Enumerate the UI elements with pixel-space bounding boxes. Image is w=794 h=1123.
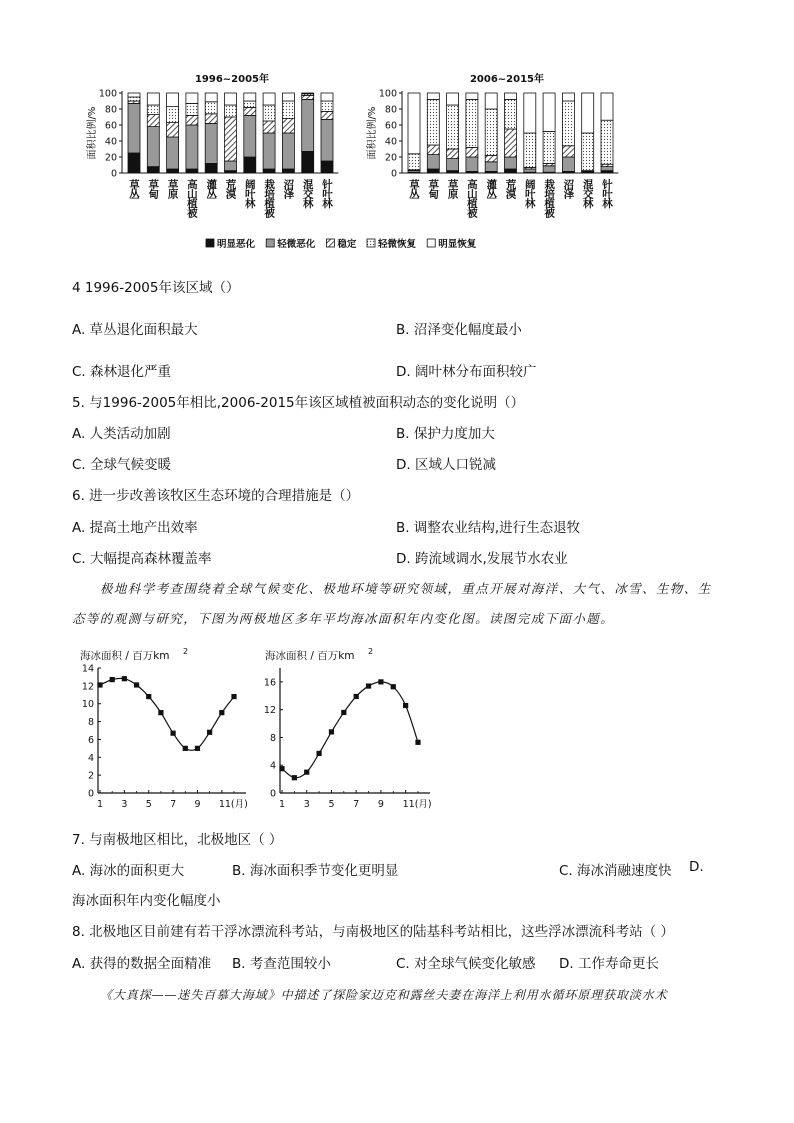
category-label: 荒漠 <box>224 179 237 198</box>
bar-segment <box>147 93 159 105</box>
bar-segment <box>321 101 333 111</box>
y-tick-label: 0 <box>390 168 397 180</box>
question-8-stem: 8. 北极地区目前建有若干浮冰漂流科考站，与南极地区的陆基科考站相比，这些浮冰漂流科考站（ ） <box>72 924 674 940</box>
category-label: 高山植被 <box>465 179 478 217</box>
data-point <box>354 694 359 699</box>
x-tick-label: 11(月) <box>218 799 248 810</box>
data-point <box>195 746 200 751</box>
y-tick-label: 10 <box>81 699 94 711</box>
bar-segment <box>485 162 497 172</box>
bar-segment <box>427 155 439 169</box>
data-point <box>219 710 224 715</box>
bar-segment <box>321 119 333 161</box>
bar-segment <box>263 93 275 105</box>
bar-segment <box>205 102 217 114</box>
category-label: 草甸 <box>427 179 440 198</box>
legend-swatch <box>206 239 214 247</box>
bar-segment <box>582 133 594 171</box>
chart-title: 2006~2015年 <box>469 74 545 85</box>
y-axis-label: 海冰面积 / 百万km <box>80 650 170 662</box>
data-point <box>158 710 163 715</box>
category-label: 混交林 <box>581 179 594 208</box>
y-tick-label: 16 <box>263 677 276 689</box>
y-tick-label: 14 <box>81 663 94 675</box>
bar-segment <box>186 103 198 115</box>
vegetation-chart-2006-2015 <box>365 72 618 219</box>
bar-segment <box>543 166 555 172</box>
x-tick-label: 7 <box>353 799 360 810</box>
legend-label: 明显恶化 <box>217 239 256 250</box>
data-point <box>391 684 396 689</box>
bar-segment <box>562 157 574 171</box>
category-label: 栽培植被 <box>543 179 556 217</box>
bar-segment <box>282 93 294 101</box>
data-point <box>231 694 236 699</box>
vegetation-chart-1996-2005 <box>85 72 338 219</box>
bar-segment <box>447 159 459 171</box>
category-label: 阔叶林 <box>243 179 256 208</box>
category-label: 灌丛 <box>205 179 218 198</box>
y-tick-label: 4 <box>87 752 94 764</box>
data-point <box>134 682 139 687</box>
bar-segment <box>485 155 497 161</box>
legend-swatch <box>427 239 435 247</box>
x-tick-label: 7 <box>170 799 177 810</box>
y-tick-label: 0 <box>87 788 94 800</box>
y-tick-label: 80 <box>104 104 117 116</box>
y-tick-label: 8 <box>87 717 94 729</box>
category-label: 混交林 <box>301 179 314 208</box>
bar-segment <box>167 93 179 107</box>
data-point <box>341 710 346 715</box>
bar-segment <box>263 121 275 133</box>
x-tick-label: 3 <box>303 799 310 810</box>
bar-segment <box>225 161 237 171</box>
question-4-option-a[interactable]: A. 草丛退化面积最大 <box>72 322 198 338</box>
category-label: 沼泽 <box>562 179 575 198</box>
data-point <box>279 766 284 771</box>
bottom-intro-line: 《大真探——迷失百慕大海域》中描述了探险家迈克和露丝夫妻在海洋上利用水循环原理获取淡水术 <box>100 988 668 1002</box>
question-7-option-d-text[interactable]: 海冰面积年内变化幅度小 <box>72 893 221 909</box>
legend-label: 轻微恢复 <box>378 239 417 250</box>
bar-segment <box>447 149 459 159</box>
question-4-option-c[interactable]: C. 森林退化严重 <box>72 364 172 380</box>
data-point <box>316 751 321 756</box>
bar-segment <box>167 169 179 173</box>
data-point <box>122 676 127 681</box>
bar-segment <box>302 151 314 173</box>
y-tick-label: 80 <box>384 104 397 116</box>
bar-segment <box>128 153 140 173</box>
x-tick-label: 11(月) <box>402 799 432 810</box>
y-tick-label: 20 <box>384 152 397 164</box>
y-tick-label: 6 <box>87 734 94 746</box>
bar-segment <box>485 93 497 109</box>
category-label: 草原 <box>446 179 459 198</box>
bar-segment <box>543 131 555 163</box>
question-7-option-b[interactable]: B. 海冰面积季节变化更明显 <box>232 863 399 879</box>
bar-segment <box>505 169 517 173</box>
bar-segment <box>302 95 314 99</box>
bar-segment <box>282 169 294 173</box>
y-tick-label: 100 <box>98 88 117 100</box>
y-tick-label: 12 <box>263 705 276 717</box>
y-tick-label: 8 <box>269 732 276 744</box>
bar-segment <box>186 125 198 169</box>
bar-segment <box>466 93 478 99</box>
question-5-option-b[interactable]: B. 保护力度加大 <box>396 426 495 442</box>
x-tick-label: 5 <box>328 799 335 810</box>
bar-segment <box>302 93 314 94</box>
x-tick-label: 9 <box>194 799 201 810</box>
sea-ice-chart-south <box>80 647 248 810</box>
bar-segment <box>466 147 478 157</box>
question-7-option-c[interactable]: C. 海冰消融速度快 <box>559 863 672 879</box>
chart-title: 1996~2005年 <box>194 74 270 85</box>
bar-segment <box>601 167 613 171</box>
question-5-option-c[interactable]: C. 全球气候变暖 <box>72 457 172 473</box>
data-point <box>146 694 151 699</box>
question-5-stem: 5. 与1996-2005年相比,2006-2015年该区域植被面积动态的变化说明（） <box>72 395 525 411</box>
x-tick-label: 5 <box>145 799 152 810</box>
y-tick-label: 4 <box>269 760 276 772</box>
y-axis-label-superscript: 2 <box>183 647 189 656</box>
bar-segment <box>167 137 179 169</box>
legend-swatch <box>326 239 334 247</box>
category-label: 灌丛 <box>485 179 498 198</box>
category-label: 沼泽 <box>282 179 295 198</box>
bar-segment <box>601 93 613 120</box>
bar-segment <box>505 157 517 169</box>
question-8-option-b[interactable]: B. 考查范围较小 <box>232 956 331 972</box>
question-6-option-b[interactable]: B. 调整农业结构,进行生态退牧 <box>396 520 581 536</box>
bar-segment <box>186 115 198 125</box>
bar-segment <box>147 127 159 167</box>
bar-segment <box>321 111 333 119</box>
data-point <box>366 683 371 688</box>
bar-segment <box>427 169 439 173</box>
data-point <box>110 677 115 682</box>
question-4-stem: 4 1996-2005年该区域（） <box>72 280 240 296</box>
y-tick-label: 2 <box>87 770 94 782</box>
question-7-option-a[interactable]: A. 海冰的面积更大 <box>72 863 185 879</box>
vegetation-charts <box>0 60 794 260</box>
category-label: 草原 <box>166 179 179 198</box>
data-point <box>97 682 102 687</box>
data-point <box>403 703 408 708</box>
bar-segment <box>244 157 256 173</box>
bar-segment <box>408 154 420 170</box>
data-point <box>207 730 212 735</box>
question-6-option-a[interactable]: A. 提高土地产出效率 <box>72 520 198 536</box>
y-tick-label: 40 <box>104 136 117 148</box>
data-point <box>304 770 309 775</box>
question-6-option-d[interactable]: D. 跨流域调水,发展节水农业 <box>396 551 568 567</box>
bar-segment <box>186 93 198 103</box>
y-axis-label-superscript: 2 <box>368 647 374 656</box>
bar-segment <box>427 93 439 99</box>
bar-segment <box>321 93 333 101</box>
category-label: 高山植被 <box>185 179 198 217</box>
y-tick-label: 60 <box>104 120 117 132</box>
bar-segment <box>205 163 217 173</box>
bar-segment <box>147 115 159 127</box>
question-8-option-a[interactable]: A. 获得的数据全面精准 <box>72 956 212 972</box>
bar-segment <box>263 169 275 173</box>
y-tick-label: 12 <box>81 681 94 693</box>
question-4-option-d[interactable]: D. 阔叶林分布面积较广 <box>396 364 537 380</box>
category-label: 针叶林 <box>601 179 613 208</box>
legend-label: 轻微恶化 <box>277 239 316 250</box>
bar-segment <box>505 93 517 99</box>
bar-segment <box>447 93 459 105</box>
bar-segment <box>263 133 275 169</box>
sea-ice-charts <box>60 640 480 820</box>
bar-segment <box>524 93 536 133</box>
intro-line-2: 态等的观测与研究，下图为两极地区多年平均海冰面积年内变化图。读图完成下面小题。 <box>72 611 615 626</box>
y-tick-label: 100 <box>378 88 397 100</box>
bar-segment <box>282 119 294 133</box>
bar-segment <box>205 123 217 163</box>
bar-segment <box>562 93 574 101</box>
bar-segment <box>505 129 517 157</box>
y-tick-label: 40 <box>384 136 397 148</box>
bar-segment <box>244 115 256 157</box>
bar-segment <box>524 133 536 167</box>
question-4-option-b[interactable]: B. 沼泽变化幅度最小 <box>396 322 522 338</box>
bar-segment <box>128 93 140 97</box>
bar-segment <box>562 146 574 157</box>
data-point <box>329 729 334 734</box>
bar-segment <box>524 169 536 172</box>
bar-segment <box>447 105 459 149</box>
bar-segment <box>302 99 314 151</box>
y-tick-label: 20 <box>104 152 117 164</box>
bar-segment <box>427 99 439 145</box>
legend-label: 明显恢复 <box>438 239 477 250</box>
bar-segment <box>225 117 237 161</box>
category-label: 针叶林 <box>321 179 333 208</box>
sea-ice-chart-north <box>264 647 432 810</box>
bar-segment <box>505 99 517 129</box>
bar-segment <box>321 161 333 173</box>
bar-segment <box>244 93 256 101</box>
bar-segment <box>244 101 256 107</box>
bar-segment <box>263 105 275 121</box>
bar-segment <box>167 123 179 137</box>
bar-segment <box>408 93 420 154</box>
question-8-option-d[interactable]: D. 工作寿命更长 <box>559 956 659 972</box>
legend-swatch <box>367 239 375 247</box>
x-tick-label: 1 <box>279 799 286 810</box>
data-point <box>170 731 175 736</box>
bar-segment <box>186 169 198 173</box>
bar-segment <box>244 107 256 115</box>
bar-segment <box>562 101 574 146</box>
bar-segment <box>601 120 613 164</box>
category-label: 栽培植被 <box>263 179 276 217</box>
series-line <box>100 678 234 750</box>
series-line <box>282 682 418 778</box>
bar-segment <box>427 145 439 155</box>
bar-segment <box>485 109 497 155</box>
bar-segment <box>466 99 478 147</box>
y-tick-label: 0 <box>269 788 276 800</box>
bar-segment <box>466 157 478 171</box>
category-label: 阔叶林 <box>523 179 536 208</box>
category-label: 荒漠 <box>504 179 517 198</box>
legend-label: 稳定 <box>337 239 357 250</box>
bar-segment <box>582 93 594 133</box>
vegetation-legend <box>206 238 477 250</box>
y-axis-label: 面积比例/% <box>87 106 98 160</box>
y-tick-label: 60 <box>384 120 397 132</box>
bar-segment <box>282 101 294 119</box>
question-7-stem: 7. 与南极地区相比，北极地区（ ） <box>72 832 283 848</box>
y-axis-label: 面积比例/% <box>367 106 378 160</box>
bar-segment <box>225 105 237 117</box>
intro-line-1: 极地科学考查围绕着全球气候变化、极地环境等研究领域，重点开展对海洋、大气、冰雪、生物、生 <box>100 581 712 596</box>
data-point <box>183 746 188 751</box>
question-7-option-d-label[interactable]: D. <box>689 859 704 875</box>
bar-segment <box>147 167 159 173</box>
x-tick-label: 3 <box>121 799 128 810</box>
question-5-option-a[interactable]: A. 人类活动加剧 <box>72 426 171 442</box>
y-axis-label: 海冰面积 / 百万km <box>265 650 355 662</box>
bar-segment <box>205 93 217 102</box>
data-point <box>415 740 420 745</box>
bar-segment <box>128 97 140 101</box>
question-6-option-c[interactable]: C. 大幅提高森林覆盖率 <box>72 551 212 567</box>
bar-segment <box>128 103 140 153</box>
bar-segment <box>282 133 294 169</box>
x-tick-label: 9 <box>377 799 384 810</box>
category-label: 草丛 <box>128 179 140 198</box>
legend-swatch <box>266 239 274 247</box>
question-5-option-d[interactable]: D. 区域人口锐减 <box>396 457 496 473</box>
data-point <box>292 775 297 780</box>
data-point <box>378 679 383 684</box>
bar-segment <box>543 93 555 131</box>
question-6-stem: 6. 进一步改善该牧区生态环境的合理措施是（） <box>72 488 360 504</box>
bar-segment <box>147 105 159 115</box>
category-label: 草甸 <box>147 179 160 198</box>
question-8-option-c[interactable]: C. 对全球气候变化敏感 <box>396 956 536 972</box>
x-tick-label: 1 <box>97 799 104 810</box>
bar-segment <box>167 107 179 123</box>
bar-segment <box>205 114 217 124</box>
bar-segment <box>225 93 237 105</box>
y-tick-label: 0 <box>110 168 117 180</box>
category-label: 草丛 <box>408 179 420 198</box>
